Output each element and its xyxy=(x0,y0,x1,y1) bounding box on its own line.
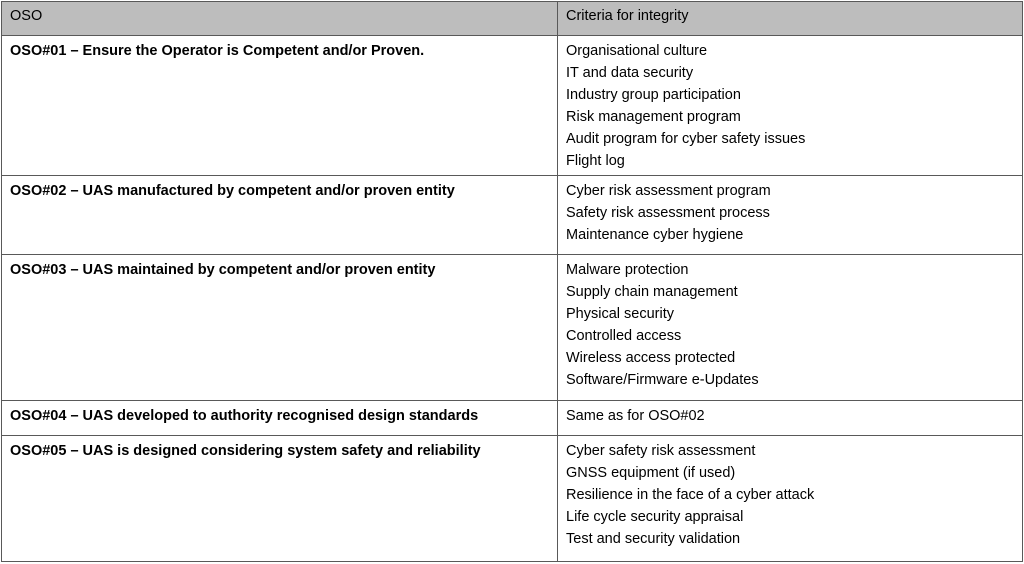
criteria-cell xyxy=(558,436,1023,562)
criteria-cell xyxy=(558,36,1023,176)
criteria-item: Risk management program xyxy=(566,109,741,125)
criteria-item: Cyber safety risk assessment xyxy=(566,443,756,459)
criteria-item: Physical security xyxy=(566,306,674,322)
table-row xyxy=(2,436,1023,562)
oso-cell: OSO#04 – UAS developed to authority recognised design standards xyxy=(2,401,558,436)
criteria-item: IT and data security xyxy=(566,65,694,81)
criteria-item: Same as for OSO#02 xyxy=(566,408,705,424)
criteria-item: Software/Firmware e-Updates xyxy=(566,372,759,388)
criteria-item: Organisational culture xyxy=(566,43,708,59)
criteria-item: Test and security validation xyxy=(566,531,741,547)
criteria-cell xyxy=(558,401,1023,436)
criteria-item: Malware protection xyxy=(566,262,689,278)
criteria-item: Cyber risk assessment program xyxy=(566,183,771,199)
criteria-item: Controlled access xyxy=(566,328,682,344)
criteria-cell xyxy=(558,176,1023,255)
criteria-item: Resilience in the face of a cyber attack xyxy=(566,487,815,503)
oso-cell: OSO#03 – UAS maintained by competent and/or proven entity xyxy=(2,255,558,401)
oso-cell: OSO#02 – UAS manufactured by competent and/or proven entity xyxy=(2,176,558,255)
criteria-item: Supply chain management xyxy=(566,284,738,300)
oso-criteria-table xyxy=(1,1,1023,562)
criteria-item: Flight log xyxy=(566,153,625,169)
table-header-row xyxy=(2,2,1023,36)
criteria-item: Life cycle security appraisal xyxy=(566,509,744,525)
criteria-item: Maintenance cyber hygiene xyxy=(566,227,744,243)
criteria-item: Industry group participation xyxy=(566,87,741,103)
criteria-item: Wireless access protected xyxy=(566,350,736,366)
table-row xyxy=(2,176,1023,255)
header-oso: OSO xyxy=(2,2,558,36)
table-row xyxy=(2,36,1023,176)
oso-cell: OSO#01 – Ensure the Operator is Competent and/or Proven. xyxy=(2,36,558,176)
oso-cell: OSO#05 – UAS is designed considering system safety and reliability xyxy=(2,436,558,562)
criteria-item: Audit program for cyber safety issues xyxy=(566,131,806,147)
criteria-item: Safety risk assessment process xyxy=(566,205,770,221)
header-criteria: Criteria for integrity xyxy=(558,2,1023,36)
criteria-cell xyxy=(558,255,1023,401)
table-row xyxy=(2,255,1023,401)
table-row xyxy=(2,401,1023,436)
criteria-item: GNSS equipment (if used) xyxy=(566,465,736,481)
